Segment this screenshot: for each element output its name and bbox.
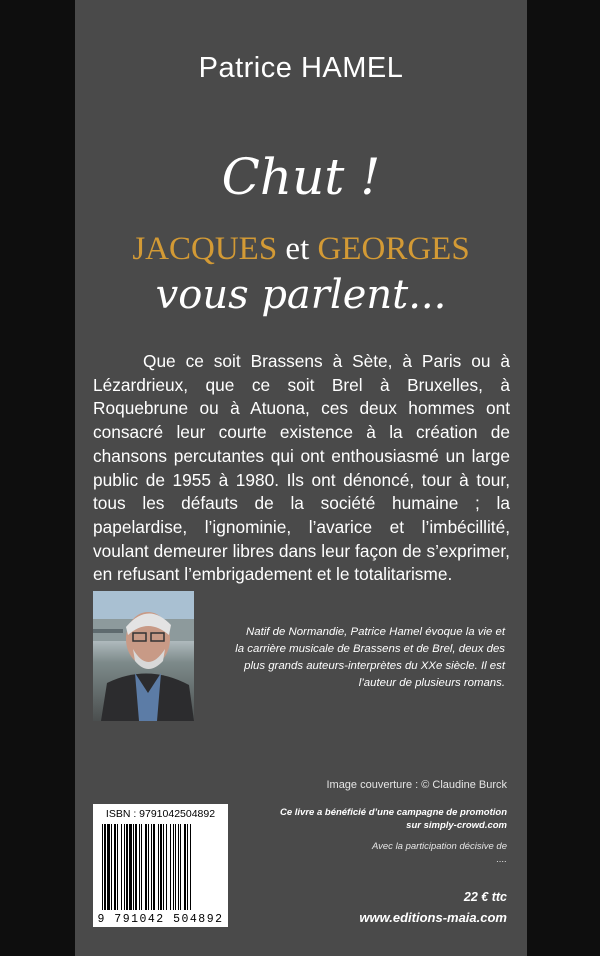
author-name: Patrice HAMEL (198, 52, 404, 84)
price: 22 € ttc (463, 890, 507, 904)
title-line-3: vous parlent... (155, 272, 447, 318)
publisher-website: www.editions-maia.com (359, 910, 507, 925)
title-line-2 (75, 231, 527, 268)
title-name-jacques: JACQUES (132, 231, 278, 267)
partner-note (372, 840, 507, 866)
isbn-label: ISBN : 9791042504892 (105, 808, 216, 820)
partner-line-1: Avec la participation décisive de (371, 841, 507, 852)
title-name-georges: GEORGES (317, 231, 470, 267)
partner-line-2: .... (496, 854, 507, 865)
isbn-digits: 9 791042 504892 (97, 913, 224, 926)
back-cover (75, 0, 527, 956)
promo-line-2: sur simply-crowd.com (406, 820, 507, 831)
isbn-barcode (93, 804, 228, 927)
promo-line-1: Ce livre a bénéficié d’une campagne de promotion (280, 807, 507, 818)
title-line-1: Chut ! (221, 148, 381, 206)
author-bio: Natif de Normandie, Patrice Hamel évoque la vie et la carrière musicale de Brassens et de Brel, deux des plus grands auteurs-interprètes du XXe siècle. Il est l’auteur de plusieurs romans. (235, 626, 505, 689)
blurb-text: Que ce soit Brassens à Sète, à Paris ou à Lézardrieux, que ce soit Brel à Bruxelles, à Roquebrune ou à Atuona, ces deux hommes ont consacré leur courte existence à la création de chansons percutantes qui ont enthousiasmé un large public de 1955 à 1980. Ils ont dénoncé, tour à tour, tous les défauts de la société humaine ; la papelardise, l’ignominie, l’avarice et l’imbécillité, voulant demeurer libres dans leur façon de s’exprimer, en refusant l’embrigadement et le totalitarisme. (93, 351, 510, 585)
image-credit: Image couverture : © Claudine Burck (326, 779, 507, 791)
barcode-icon (102, 824, 219, 910)
author-photo (93, 591, 194, 721)
title-connector: et (277, 231, 318, 267)
promo-note (280, 806, 507, 832)
